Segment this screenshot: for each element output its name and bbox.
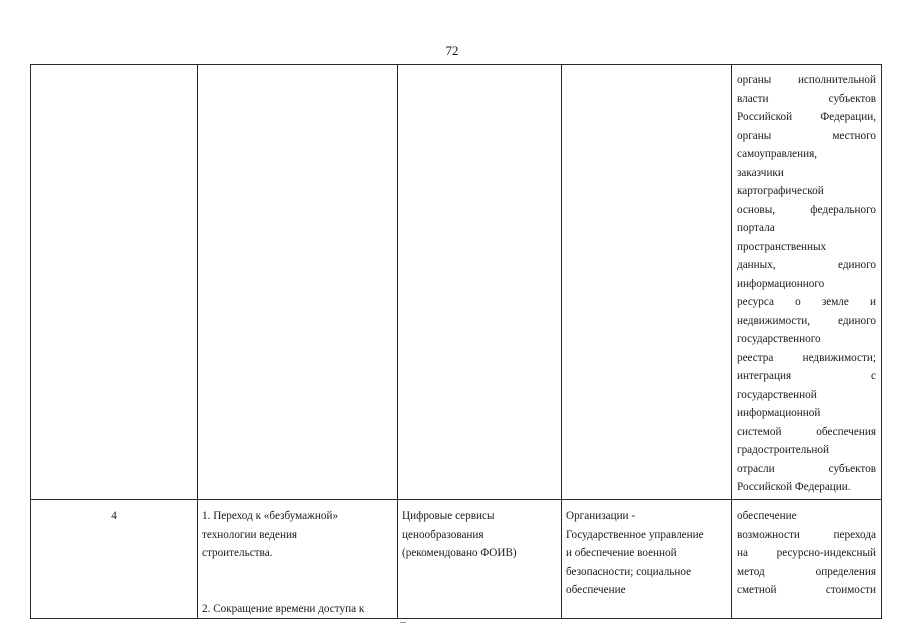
page-number: 72	[445, 43, 459, 58]
text-line: картографической	[737, 185, 824, 197]
row1-description-text	[732, 65, 881, 497]
text-line: ресурса о земле и	[737, 296, 876, 308]
text-line: 1. Переход к «безбумажной»	[202, 510, 339, 522]
row2-direction-text	[198, 500, 397, 618]
text-line: (рекомендовано ФОИВ)	[402, 547, 517, 559]
text-line: обеспечение	[566, 584, 626, 596]
paragraph-gap	[202, 563, 393, 600]
row2-organization-text	[562, 500, 731, 600]
text-line: Российской Федерации,	[737, 111, 876, 123]
text-line: возможности перехода	[737, 528, 876, 541]
row1-organization-cell	[562, 65, 732, 500]
text-line: данных, единого	[737, 259, 876, 271]
text-line: сметной стоимости	[737, 584, 876, 596]
text-line: градостроительной	[737, 444, 829, 456]
text-line: и обеспечение военной	[566, 547, 677, 559]
text-line: заказчики	[737, 166, 784, 179]
text-line: Цифровые сервисы	[402, 510, 495, 522]
row2-number-cell	[31, 500, 198, 619]
row-number: 4	[111, 510, 117, 522]
row2-direction-cell	[198, 500, 398, 619]
text-line: Организации -	[566, 510, 636, 522]
text-line: информационного	[737, 277, 825, 290]
text-line: государственной	[737, 388, 817, 401]
text-line: пространственных	[737, 240, 827, 253]
text-line: ценообразования	[402, 528, 484, 541]
text-line: на ресурсно-индексный	[737, 547, 876, 559]
scan-mark	[400, 622, 406, 623]
row2-service-text	[398, 500, 561, 563]
row2-description-cell	[732, 500, 882, 619]
text-line: портала	[737, 222, 775, 234]
text-line: отрасли субъектов	[737, 462, 876, 475]
text-line: метод определения	[737, 565, 876, 578]
row2-description-text	[732, 500, 881, 600]
document-table	[30, 64, 882, 619]
row1-description-cell	[732, 65, 882, 500]
text-line: технологии ведения	[202, 528, 298, 541]
text-line: органы исполнительной	[737, 74, 876, 86]
text-line: органы местного	[737, 129, 876, 142]
text-line: Российской Федерации.	[737, 481, 851, 493]
text-line: самоуправления,	[737, 148, 818, 160]
text-line: интеграция с	[737, 370, 876, 382]
table-row	[31, 65, 882, 500]
row1-direction-cell	[198, 65, 398, 500]
text-line: Государственное управление	[566, 528, 704, 541]
text-line: системой обеспечения	[737, 425, 876, 438]
text-line: основы, федерального	[737, 203, 876, 216]
table-row	[31, 500, 882, 619]
text-line: реестра недвижимости;	[737, 351, 876, 364]
row2-organization-cell	[562, 500, 732, 619]
text-line: строительства.	[202, 547, 273, 559]
text-line: информационной	[737, 407, 821, 419]
text-line: власти субъектов	[737, 92, 876, 105]
text-line: недвижимости, единого	[737, 314, 876, 327]
row2-service-cell	[398, 500, 562, 619]
row1-service-cell	[398, 65, 562, 500]
row1-number-cell	[31, 65, 198, 500]
text-line: обеспечение	[737, 510, 797, 522]
text-line: государственного	[737, 333, 821, 345]
text-line: безопасности; социальное	[566, 565, 692, 578]
text-line: 2. Сокращение времени доступа к	[202, 602, 365, 615]
